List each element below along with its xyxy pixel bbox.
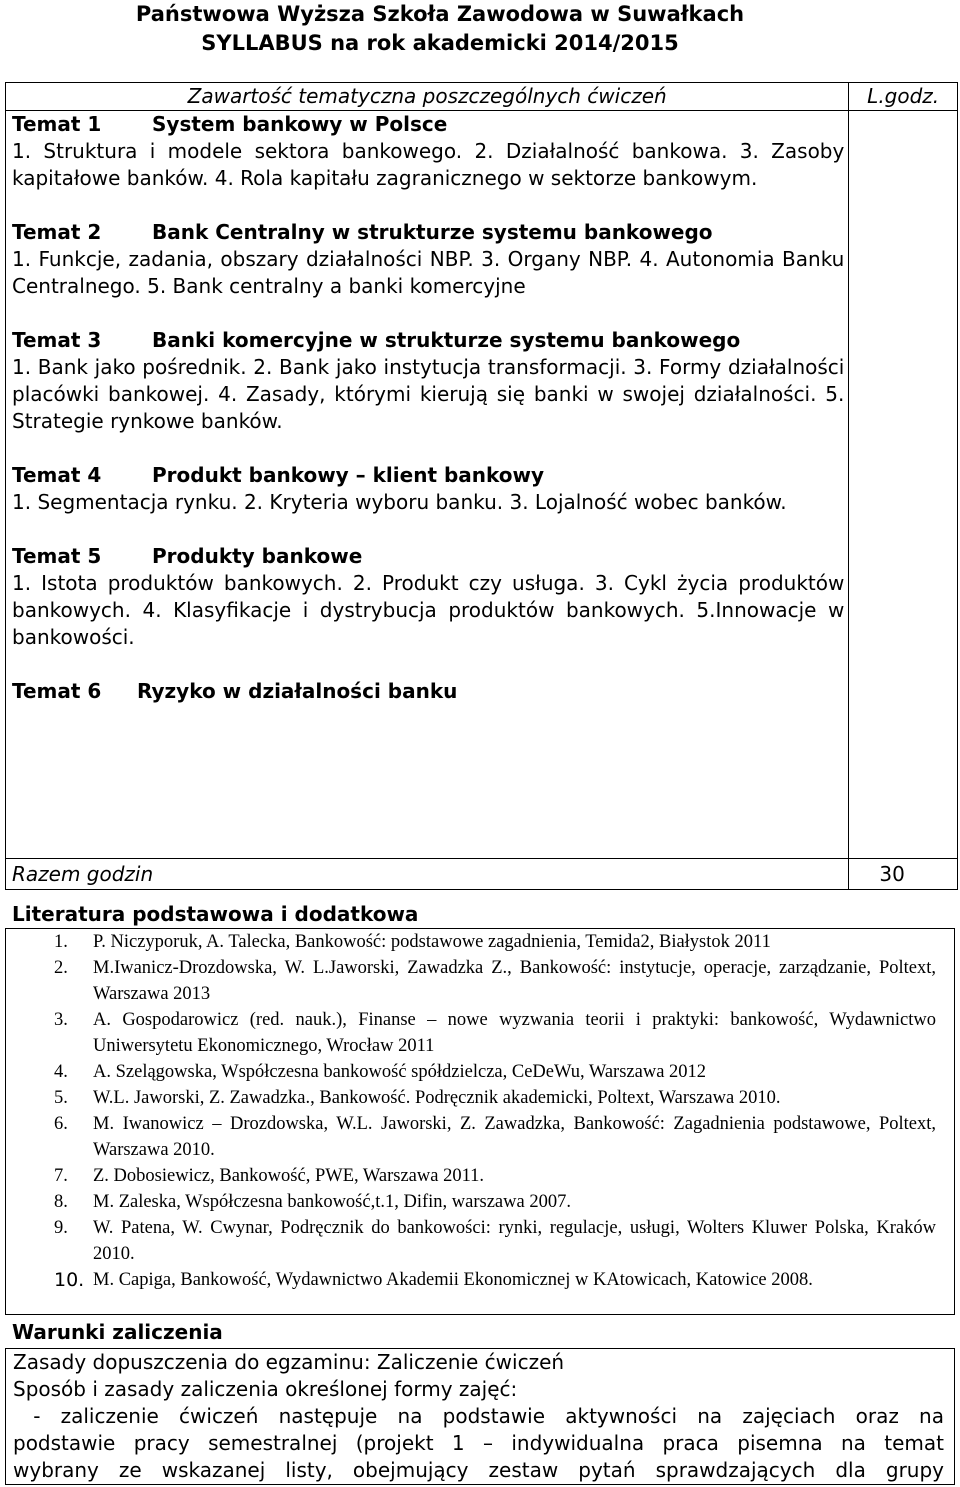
total-hours-value: 30 — [849, 859, 958, 890]
topic-title — [12, 462, 844, 489]
literature-item-text: M. Zaleska, Współczesna bankowość,t.1, Difin, warszawa 2007. — [93, 1192, 571, 1212]
literature-item-text: A. Szelągowska, Współczesna bankowość spółdzielcza, CeDeWu, Warszawa 2012 — [93, 1062, 707, 1082]
literature-box — [5, 928, 955, 1315]
topic-name: Bank Centralny w strukturze systemu bankowego — [152, 220, 713, 244]
literature-item-number: 5. — [54, 1088, 68, 1108]
literature-item-number: 3. — [54, 1010, 68, 1030]
literature-item — [6, 1111, 954, 1163]
topic-body: 1. Struktura i modele sektora bankowego. 2. Działalność bankowa. 3. Zasoby kapitałowe banków. 4. Rola kapitału zagranicznego w sektorze bankowym. — [12, 139, 845, 190]
literature-item-text: Z. Dobosiewicz, Bankowość, PWE, Warszawa 2011. — [93, 1166, 485, 1186]
literature-item-number: 4. — [54, 1062, 68, 1082]
syllabus-title: SYLLABUS na rok akademicki 2014/2015 — [201, 31, 679, 55]
literature-item-text: W. Patena, W. Cwynar, Podręcznik do bankowości: rynki, regulacje, usługi, Wolters Kluwer Polska, Kraków 2010. — [93, 1218, 936, 1264]
requirements-line-3: - zaliczenie ćwiczeń następuje na podstawie aktywności na zajęciach oraz na — [13, 1404, 944, 1428]
literature-item-number: 9. — [54, 1218, 68, 1238]
topic-number: Temat 6 — [12, 679, 102, 703]
topic-name: Produkty bankowe — [152, 544, 363, 568]
requirements-line-4: podstawie pracy semestralnej (projekt 1 – indywidualna praca pisemna na temat — [13, 1431, 944, 1455]
hours-cell — [849, 111, 958, 859]
requirements-line-5: wybrany ze wskazanej listy, obejmujący zestaw pytań sprawdzających dla grupy — [13, 1458, 944, 1482]
literature-item-text: A. Gospodarowicz (red. nauk.), Finanse – nowe wyzwania teorii i praktyki: bankowość, Wydawnictwo Uniwersytetu Ekonomicznego, Wrocław 2011 — [93, 1010, 936, 1056]
literature-item-number: 1. — [54, 932, 68, 952]
literature-item — [6, 955, 954, 1007]
literature-list — [6, 929, 954, 1293]
topic-body: 1. Segmentacja rynku. 2. Kryteria wyboru banku. 3. Lojalność wobec banków. — [12, 490, 787, 514]
topic-body: 1. Funkcje, zadania, obszary działalności NBP. 3. Organy NBP. 4. Autonomia Banku Centralnego. 5. Bank centralny a banki komercyjne — [12, 247, 845, 298]
literature-item-text: W.L. Jaworski, Z. Zawadzka., Bankowość. Podręcznik akademicki, Poltext, Warszawa 2010. — [93, 1088, 781, 1108]
document-header — [0, 0, 960, 58]
literature-item — [6, 1189, 954, 1215]
col-content-header: Zawartość tematyczna poszczególnych ćwiczeń — [6, 83, 849, 111]
requirements-line-2: Sposób i zasady zaliczenia określonej formy zajęć: — [13, 1377, 518, 1401]
literature-item — [6, 1267, 954, 1293]
topic-number: Temat 2 — [12, 220, 102, 244]
literature-title: Literatura podstawowa i dodatkowa — [12, 902, 419, 926]
literature-item-text: P. Niczyporuk, A. Talecka, Bankowość: podstawowe zagadnienia, Temida2, Białystok 2011 — [93, 932, 771, 952]
topic-body: 1. Istota produktów bankowych. 2. Produkt czy usługa. 3. Cykl życia produktów bankowych. 4. Klasyfikacje i dystrybucja produktów bankowych. 5.Innowacje w bankowości. — [12, 571, 845, 649]
topic-title — [12, 219, 844, 246]
topics-cell — [6, 111, 849, 859]
requirements-line-1: Zasady dopuszczenia do egzaminu: Zaliczenie ćwiczeń — [13, 1350, 565, 1374]
literature-item-number: 10. — [54, 1269, 85, 1291]
topic-number: Temat 5 — [12, 544, 102, 568]
topic-number: Temat 3 — [12, 328, 102, 352]
topic-name: Banki komercyjne w strukturze systemu bankowego — [152, 328, 741, 352]
topic-number: Temat 4 — [12, 463, 102, 487]
topic-body: 1. Bank jako pośrednik. 2. Bank jako instytucja transformacji. 3. Formy działalności placówki bankowej. 4. Zasady, którymi kierują się banki w swojej działalności. 5. Strategie rynkowe banków. — [12, 355, 845, 433]
requirements-box — [5, 1348, 955, 1485]
topic-title — [12, 678, 844, 705]
topics-list — [12, 111, 844, 705]
literature-item — [6, 1215, 954, 1267]
literature-item — [6, 1163, 954, 1189]
literature-item-number: 2. — [54, 958, 68, 978]
literature-item — [6, 1085, 954, 1111]
topic-name: Produkt bankowy – klient bankowy — [152, 463, 545, 487]
institution-name: Państwowa Wyższa Szkoła Zawodowa w Suwałkach — [135, 2, 745, 26]
literature-item-number: 7. — [54, 1166, 68, 1186]
literature-item — [6, 929, 954, 955]
topic-name: System bankowy w Polsce — [152, 112, 448, 136]
total-hours-label: Razem godzin — [6, 859, 849, 890]
topic-number: Temat 1 — [12, 112, 102, 136]
topic-title — [12, 543, 844, 570]
col-hours-header: L.godz. — [849, 83, 958, 111]
literature-item-text: M.Iwanicz-Drozdowska, W. L.Jaworski, Zawadzka Z., Bankowość: instytucje, operacje, zarządzanie, Poltext, Warszawa 2013 — [93, 958, 936, 1004]
requirements-title: Warunki zaliczenia — [12, 1320, 223, 1344]
literature-item-number: 8. — [54, 1192, 68, 1212]
literature-item — [6, 1007, 954, 1059]
topic-name: Ryzyko w działalności banku — [137, 679, 458, 703]
literature-item-number: 6. — [54, 1114, 68, 1134]
content-table — [5, 82, 958, 890]
literature-item — [6, 1059, 954, 1085]
literature-item-text: M. Capiga, Bankowość, Wydawnictwo Akademii Ekonomicznej w KAtowicach, Katowice 2008. — [93, 1270, 813, 1290]
literature-item-text: M. Iwanowicz – Drozdowska, W.L. Jaworski, Z. Zawadzka, Bankowość: Zagadnienia podstawowe, Poltext, Warszawa 2010. — [93, 1114, 936, 1160]
topic-title — [12, 111, 844, 138]
topic-title — [12, 327, 844, 354]
